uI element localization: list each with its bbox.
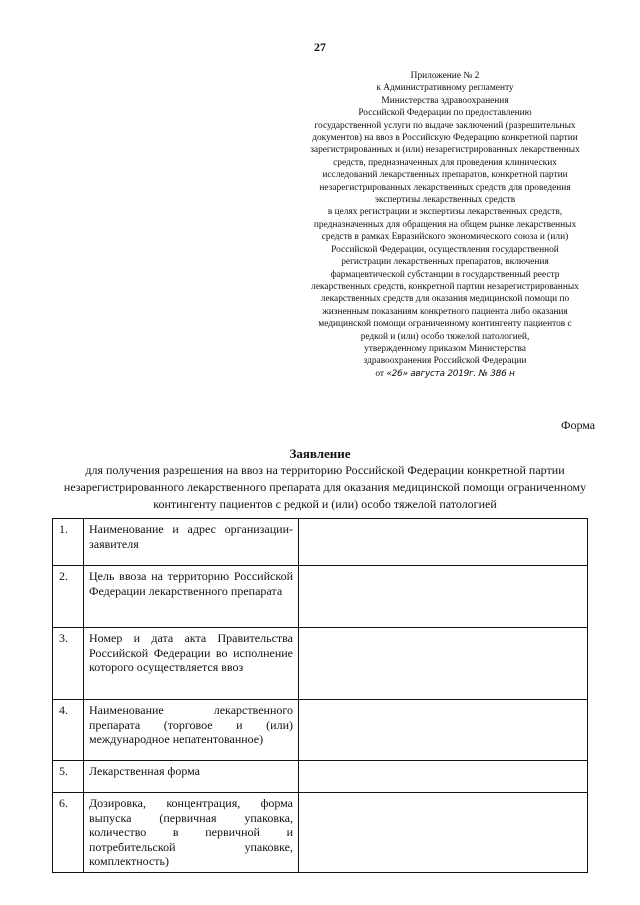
row-label: Наименование и адрес организации-заявителя bbox=[84, 519, 299, 566]
row-value-field[interactable] bbox=[299, 628, 588, 700]
table-row bbox=[53, 761, 588, 793]
table-row bbox=[53, 628, 588, 700]
appendix-line: предназначенных для обращения на общем рынке лекарственных bbox=[313, 219, 577, 230]
row-number: 1. bbox=[53, 519, 84, 566]
row-label: Номер и дата акта Правительства Российской Федерации во исполнение которого осуществляется ввоз bbox=[84, 628, 299, 700]
appendix-line: редкой и (или) особо тяжелой патологией, bbox=[360, 331, 530, 342]
appendix-line: Российской Федерации, осуществления государственной bbox=[331, 244, 559, 255]
appendix-line: медицинской помощи ограниченному контингенту пациентов с bbox=[318, 319, 572, 330]
document-subtitle: для получения разрешения на ввоз на территорию Российской Федерации конкретной партии незарегистрированного лекарственного препарата для оказания медицинской помощи ограниченному контингенту пациентов с редкой и (или) особо тяжелой патологией bbox=[63, 463, 587, 511]
row-value-field[interactable] bbox=[299, 700, 588, 761]
row-value-field[interactable] bbox=[299, 761, 588, 793]
appendix-line: к Административному регламенту bbox=[376, 83, 514, 94]
appendix-line: Российской Федерации по предоставлению bbox=[358, 108, 532, 119]
appendix-line: исследований лекарственных препаратов, конкретной партии bbox=[322, 170, 568, 181]
row-label: Дозировка, концентрация, форма выпуска (первичная упаковка, количество в первичной и потребительской упаковке, комплектность) bbox=[84, 793, 299, 873]
appendix-line: лекарственных средств, конкретной партии незарегистрированных bbox=[311, 281, 579, 292]
appendix-line: экспертизы лекарственных средств bbox=[374, 195, 516, 206]
table-row bbox=[53, 566, 588, 628]
row-value-field[interactable] bbox=[299, 793, 588, 873]
appendix-line: средств в рамках Евразийского экономического союза и (или) bbox=[321, 232, 569, 243]
row-number: 2. bbox=[53, 566, 84, 628]
row-label: Наименование лекарственного препарата (торговое и (или) международное непатентованное) bbox=[84, 700, 299, 761]
table-row bbox=[53, 793, 588, 873]
appendix-line: средств, предназначенных для проведения клинических bbox=[333, 157, 557, 168]
page-number: 27 bbox=[314, 40, 326, 54]
table-row bbox=[53, 700, 588, 761]
appendix-line: государственной услуги по выдаче заключений (разрешительных bbox=[314, 120, 576, 131]
row-number: 4. bbox=[53, 700, 84, 761]
row-label: Цель ввоза на территорию Российской Федерации лекарственного препарата bbox=[84, 566, 299, 628]
appendix-line: документов) на ввоз в Российскую Федерацию конкретной партии bbox=[312, 133, 578, 144]
appendix-line: зарегистрированных и (или) незарегистрированных лекарственных bbox=[310, 145, 580, 156]
row-value-field[interactable] bbox=[299, 566, 588, 628]
row-value-field[interactable] bbox=[299, 519, 588, 566]
appendix-line: регистрации лекарственных препаратов, включения bbox=[341, 257, 549, 268]
appendix-line: в целях регистрации и экспертизы лекарственных средств, bbox=[327, 207, 563, 218]
order-date-line bbox=[282, 368, 608, 380]
appendix-line: Приложение № 2 bbox=[410, 71, 480, 81]
row-number: 6. bbox=[53, 793, 84, 873]
appendix-block bbox=[282, 70, 608, 380]
row-number: 3. bbox=[53, 628, 84, 700]
appendix-line: Министерства здравоохранения bbox=[381, 95, 509, 106]
form-label: Форма bbox=[561, 418, 596, 432]
appendix-line: фармацевтической субстанции в государственный реестр bbox=[330, 269, 560, 280]
appendix-line: незарегистрированных лекарственных средств для проведения bbox=[319, 182, 571, 193]
appendix-line: жизненным показаниям конкретного пациента либо оказания bbox=[322, 306, 568, 317]
appendix-line: здравоохранения Российской Федерации bbox=[363, 356, 527, 367]
row-label: Лекарственная форма bbox=[84, 761, 299, 793]
handwritten-date: «26» августа 2019г. № 386 н bbox=[386, 368, 515, 379]
appendix-line: лекарственных средств для оказания медицинской помощи по bbox=[320, 294, 570, 305]
row-number: 5. bbox=[53, 761, 84, 793]
document-title: Заявление bbox=[289, 446, 351, 461]
appendix-line: утвержденному приказом Министерства bbox=[364, 343, 526, 354]
date-prefix: от bbox=[375, 368, 385, 379]
table-row bbox=[53, 519, 588, 566]
application-form-table bbox=[52, 518, 588, 873]
